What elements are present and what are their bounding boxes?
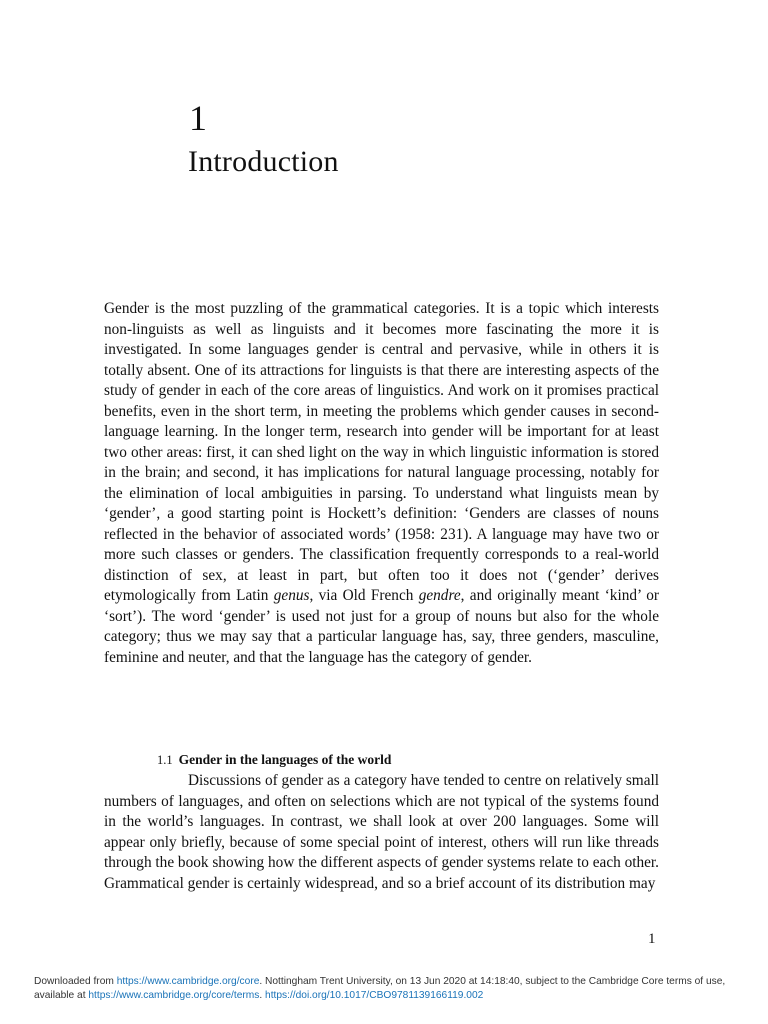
footer-link-doi[interactable]: https://doi.org/10.1017/CBO9781139166119.002 bbox=[265, 989, 484, 1001]
section-title: Gender in the languages of the world bbox=[178, 752, 392, 767]
footer-link-core[interactable]: https://www.cambridge.org/core bbox=[116, 976, 260, 987]
paragraph-text: Gender is the most puzzling of the grammatical categories. It is a topic which interests non-linguists as well as linguists and it becomes more fascinating the more it is investigated. In some languages gender is central and pervasive, while in others it is totally absent. One of its attractions for linguists is that there are interesting aspects of the study of gender in each of the core areas of linguistics. And work on it promises practical benefits, even in the short term, in meeting the problems which gender causes in second-language learning. In the longer term, research into gender will be important for at least two other areas: first, it can shed light on the way in which linguistic information is stored in the brain; and second, it has implications for natural language processing, notably for the elimination of local ambiguities in parsing. To understand what linguists mean by ‘gender’, a good starting point is Hockett’s definition: ‘Genders are classes of nouns reflected in the behavior of associated words’ (1958: 231). A language may have two or more such classes or genders. The classification frequently corresponds to a real-world distinction of sex, at least in part, but often too it does not (‘gender’ derives etymologically from Latin bbox=[104, 300, 659, 604]
italic-term-genus: genus bbox=[273, 587, 310, 604]
section-heading bbox=[157, 750, 391, 770]
section-paragraph: Discussions of gender as a category have tended to centre on relatively small numbers of languages, and often on selections which are not typical of the systems found in the world’s languages. In contrast, we shall look at over 200 languages. Some will appear only briefly, because of some special point of interest, others will run like threads through the book showing how the different aspects of gender systems relate to each other. Grammatical gender is certainly widespread, and so a brief account of its distribution may bbox=[104, 772, 659, 892]
footer-text: Downloaded from bbox=[34, 976, 117, 987]
footer-link-terms[interactable]: https://www.cambridge.org/core/terms bbox=[88, 989, 260, 1001]
page-number: 1 bbox=[648, 931, 656, 947]
footer-text: . Nottingham Trent University, on 13 Jun 2020 at 14:18:40, subject to the Cambridge Core terms of use, available at bbox=[34, 976, 726, 1001]
footer-text: . bbox=[259, 989, 266, 1001]
chapter-title: Introduction bbox=[188, 145, 339, 178]
download-footer bbox=[34, 975, 764, 1002]
italic-term-gendre: gendre bbox=[418, 587, 461, 604]
chapter-number: 1 bbox=[189, 98, 207, 138]
intro-paragraph bbox=[104, 299, 659, 668]
paragraph-text: , and originally meant ‘kind’ or ‘sort’). The word ‘gender’ is used not just for a group of nouns but also for the whole category; thus we may say that a particular language has, say, three genders, masculine, feminine and neuter, and that the language has the category of gender. bbox=[104, 587, 660, 666]
paragraph-text: , via Old French bbox=[309, 587, 419, 604]
section-number: 1.1 bbox=[157, 753, 173, 767]
